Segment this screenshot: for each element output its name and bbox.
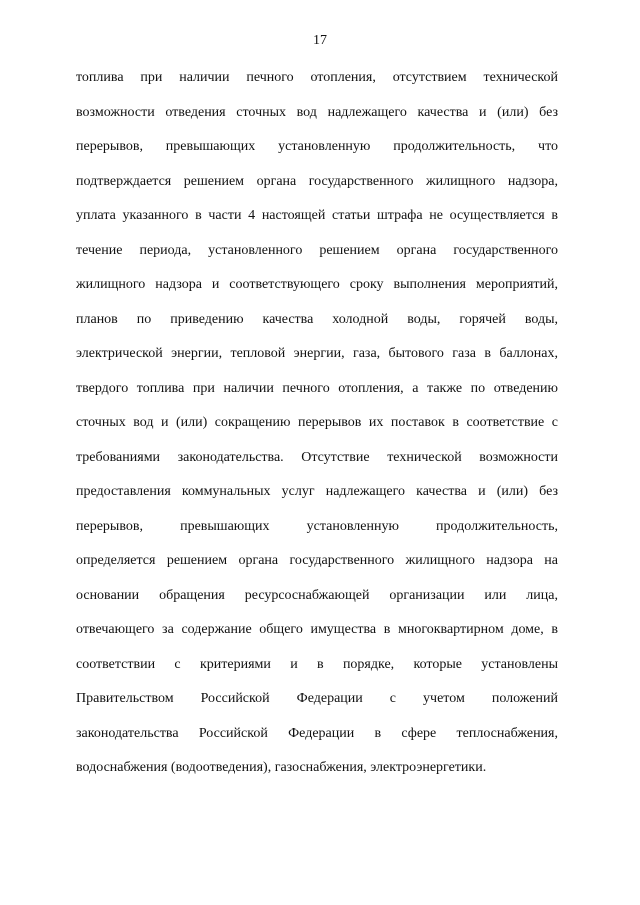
text-line: законодательства Российской Федерации в сфере теплоснабжения, (76, 725, 558, 741)
text-line: перерывов, превышающих установленную продолжительность, (76, 518, 558, 534)
text-line: Правительством Российской Федерации с учетом положений (76, 691, 558, 706)
text-line: основании обращения ресурсоснабжающей организации или лица, (76, 587, 558, 603)
text-line: уплата указанного в части 4 настоящей статьи штрафа не осуществляется в (76, 208, 558, 223)
text-line: течение периода, установленного решением органа государственного (76, 242, 558, 258)
text-line: предоставления коммунальных услуг надлежащего качества и (или) без (76, 484, 558, 499)
page-number: 17 (313, 33, 327, 48)
text-line: планов по приведению качества холодной воды, горячей воды, (76, 311, 558, 327)
text-line: электрической энергии, тепловой энергии, газа, бытового газа в баллонах, (76, 346, 558, 361)
text-line: возможности отведения сточных вод надлежащего качества и (или) без (76, 104, 558, 120)
text-line: водоснабжения (водоотведения), газоснабжения, электроэнергетики. (76, 760, 487, 775)
text-line: отвечающего за содержание общего имущества в многоквартирном доме, в (76, 622, 558, 637)
text-line: жилищного надзора и соответствующего сроку выполнения мероприятий, (76, 277, 558, 292)
text-line: сточных вод и (или) сокращению перерывов их поставок в соответствие с (76, 415, 558, 430)
text-line: требованиями законодательства. Отсутствие технической возможности (76, 449, 558, 465)
text-line: перерывов, превышающих установленную продолжительность, что (76, 139, 558, 154)
text-line: твердого топлива при наличии печного отопления, а также по отведению (76, 380, 558, 396)
body-text (76, 68, 558, 793)
text-line: подтверждается решением органа государственного жилищного надзора, (76, 173, 558, 189)
text-line: топлива при наличии печного отопления, отсутствием технической (76, 70, 558, 85)
text-line: соответствии с критериями и в порядке, которые установлены (76, 656, 558, 672)
text-line: определяется решением органа государственного жилищного надзора на (76, 553, 558, 568)
